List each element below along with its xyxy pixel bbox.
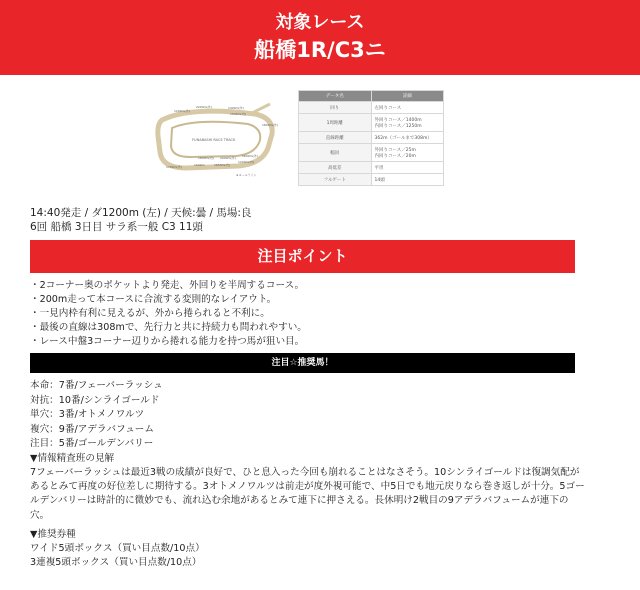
list-item: 対抗：10番/シンライゴールド [30, 394, 160, 406]
list-item: 複穴：9番/アデラバフューム [30, 423, 154, 435]
table-key: 直線距離 [299, 132, 372, 144]
tickets-heading: ▼推奨券種 [30, 529, 76, 540]
table-value: 362m（ゴールまで308m） [371, 132, 444, 144]
table-key: 幅員 [299, 144, 372, 162]
table-value: 左回りコース [371, 102, 444, 114]
list-item: 単穴：3番/オトメノワルツ [30, 409, 145, 420]
header-title: 対象レース [275, 12, 365, 33]
review-heading: ▼情報精査班の見解 [30, 453, 115, 464]
race-info [30, 206, 251, 234]
course-map-label: 1200m(外) [174, 109, 190, 113]
table-value: 外回りコース／1400m 内回りコース／1250m [371, 114, 444, 132]
table-key: 1周距離 [299, 114, 372, 132]
course-map-label: 1700m(外) [166, 165, 182, 169]
course-map [150, 96, 280, 186]
list-item: 注目：5番/ゴールデンバリー [30, 438, 154, 449]
tickets-list [30, 542, 205, 570]
course-map-label: 1600m(内) [198, 156, 214, 160]
list-item: 3連複5頭ボックス（買い目点数/10点） [30, 557, 202, 568]
race-info-line: 6回 船橋 3日目 サラ系一般 C3 11頭 [30, 221, 203, 233]
table-value: 外回りコース／25m 内回りコース／20m [371, 144, 444, 162]
points-list [30, 279, 307, 349]
course-map-label: 2000m(外) [220, 156, 236, 160]
picks-heading: 注目☆推奨馬！ [30, 353, 575, 373]
course-map-label: 1800m(外) [262, 123, 278, 127]
list-item: 本命：7番/フェーバーラッシュ [30, 380, 163, 391]
course-map-label: 1400m(外) [228, 106, 244, 110]
table-value: 14頭 [371, 174, 444, 186]
table-key: フルゲート [299, 174, 372, 186]
course-map-note: ※ゴールライン [236, 173, 257, 177]
course-map-label: 1600m(外) [242, 154, 258, 158]
course-map-label: 1500m(内) [230, 112, 246, 116]
course-map-label: 1000m [194, 163, 205, 167]
course-data-table [298, 90, 444, 186]
table-value: 平坦 [371, 162, 444, 174]
picks-list [30, 379, 163, 452]
list-item: ・2コーナー奥のポケットより発走、外回りを半周するコース。 [30, 280, 305, 291]
points-heading: 注目ポイント [30, 240, 575, 273]
course-map-label: 2200m(外) [196, 105, 212, 109]
table-key: 回り [299, 102, 372, 114]
course-map-center-label: FUNABASHI RACE TRACK [192, 138, 236, 142]
list-item: ・一見内枠有利に見えるが、外から捲られると不利に。 [30, 308, 270, 319]
list-item: ワイド5頭ボックス（買い目点数/10点） [30, 543, 205, 554]
page-header [0, 0, 640, 75]
table-key: 高低差 [299, 162, 372, 174]
list-item: ・レース中盤3コーナー辺りから捲れる能力を持つ馬が狙い目。 [30, 336, 305, 347]
list-item: ・最後の直線は308mで、先行力と共に持続力も問われやすい。 [30, 322, 307, 333]
race-name: 船橋1R/C3ニ [254, 38, 386, 62]
table-header: データ名 [299, 91, 372, 102]
race-info-line: 14:40発走 / ダ1200m (左) / 天候:曇 / 馬場:良 [30, 207, 252, 219]
list-item: ・200m走って本コースに合流する変則的なレイアウト。 [30, 294, 277, 305]
course-map-label: 1200m(内) [238, 160, 254, 164]
table-header: 詳細 [371, 91, 444, 102]
course-map-label: 1650m(内) [214, 163, 230, 167]
review-text: 7フェーバーラッシュは最近3戦の成績が良好で、ひと息入った今回も崩れることはなさそう。10シンライゴールドは復調気配があるとみて再度の好位差しに期待する。3オトメノワルツは前走が度外視可能で、中5日でも地元戻りなら巻き返しが十分。5ゴールデンバリーは時計的に微妙でも、流れ込む余地があるとみて連下に押さえる。長休明け2戦目の9アデラバフュームが連下の穴。 [30, 467, 585, 521]
